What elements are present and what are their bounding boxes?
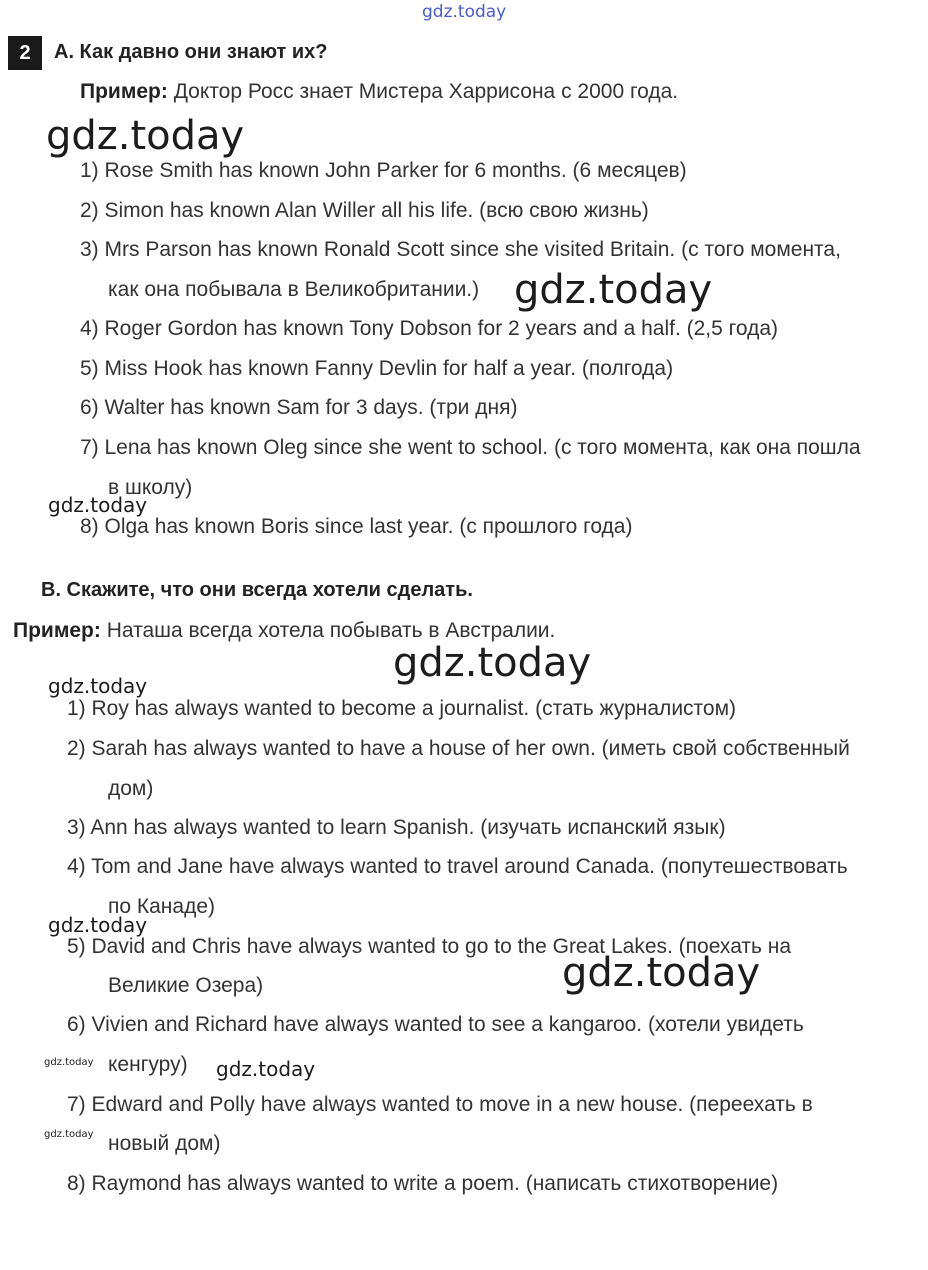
list-item: 6) Walter has known Sam for 3 days. (три дня) <box>80 396 518 419</box>
list-item: 4) Tom and Jane have always wanted to travel around Canada. (попутешествовать <box>67 855 848 878</box>
list-item: 3) Ann has always wanted to learn Spanish. (изучать испанский язык) <box>67 816 726 839</box>
watermark: gdz.today <box>46 113 245 159</box>
list-item-continuation: в школу) <box>108 476 193 499</box>
list-item: 3) Mrs Parson has known Ronald Scott since she visited Britain. (с того момента, <box>80 238 841 261</box>
watermark: gdz.today <box>44 1057 94 1068</box>
watermark: gdz.today <box>514 267 713 313</box>
list-item-continuation: дом) <box>108 777 154 800</box>
watermark: gdz.today <box>44 1129 94 1140</box>
list-item: 7) Lena has known Oleg since she went to school. (с того момента, как она пошла <box>80 436 861 459</box>
list-item-continuation: кенгуру) <box>108 1053 188 1076</box>
example-label: Пример: <box>13 619 101 642</box>
list-item: 1) Roy has always wanted to become a journalist. (стать журналистом) <box>67 697 737 720</box>
watermark: gdz.today <box>393 640 592 686</box>
list-item: 2) Simon has known Alan Willer all his life. (всю свою жизнь) <box>80 199 649 222</box>
watermark-top: gdz.today <box>422 2 507 22</box>
list-item: 2) Sarah has always wanted to have a house of her own. (иметь свой собственный <box>67 737 850 760</box>
list-item: 4) Roger Gordon has known Tony Dobson for 2 years and a half. (2,5 года) <box>80 317 778 340</box>
example-text: Доктор Росс знает Мистера Харрисона с 2000 года. <box>173 80 679 103</box>
example-label: Пример: <box>80 80 168 103</box>
list-item-continuation: по Канаде) <box>108 895 215 918</box>
list-item: 5) Miss Hook has known Fanny Devlin for half a year. (полгода) <box>80 357 674 380</box>
exercise-number-badge: 2 <box>8 36 42 70</box>
list-item: 8) Raymond has always wanted to write a poem. (написать стихотворение) <box>67 1172 779 1195</box>
list-item: 7) Edward and Polly have always wanted to move in a new house. (переехать в <box>67 1093 813 1116</box>
section-a-example <box>80 80 678 104</box>
section-a-title: A. Как давно они знают их? <box>54 41 328 63</box>
list-item: 1) Rose Smith has known John Parker for 6 months. (6 месяцев) <box>80 159 687 182</box>
watermark: gdz.today <box>48 493 148 517</box>
example-text: Наташа всегда хотела побывать в Австралии. <box>106 619 556 642</box>
list-item-continuation: новый дом) <box>108 1132 221 1155</box>
watermark: gdz.today <box>48 913 148 937</box>
list-item-continuation: как она побывала в Великобритании.) <box>108 278 480 301</box>
list-item: 5) David and Chris have always wanted to go to the Great Lakes. (поехать на <box>67 935 792 958</box>
list-item: 8) Olga has known Boris since last year. (с прошлого года) <box>80 515 633 538</box>
list-item: 6) Vivien and Richard have always wanted to see a kangaroo. (хотели увидеть <box>67 1013 804 1036</box>
watermark: gdz.today <box>48 674 148 698</box>
watermark: gdz.today <box>216 1057 316 1081</box>
section-b-title: B. Скажите, что они всегда хотели сделать. <box>41 579 473 601</box>
list-item-continuation: Великие Озера) <box>108 974 264 997</box>
watermark: gdz.today <box>562 950 761 996</box>
